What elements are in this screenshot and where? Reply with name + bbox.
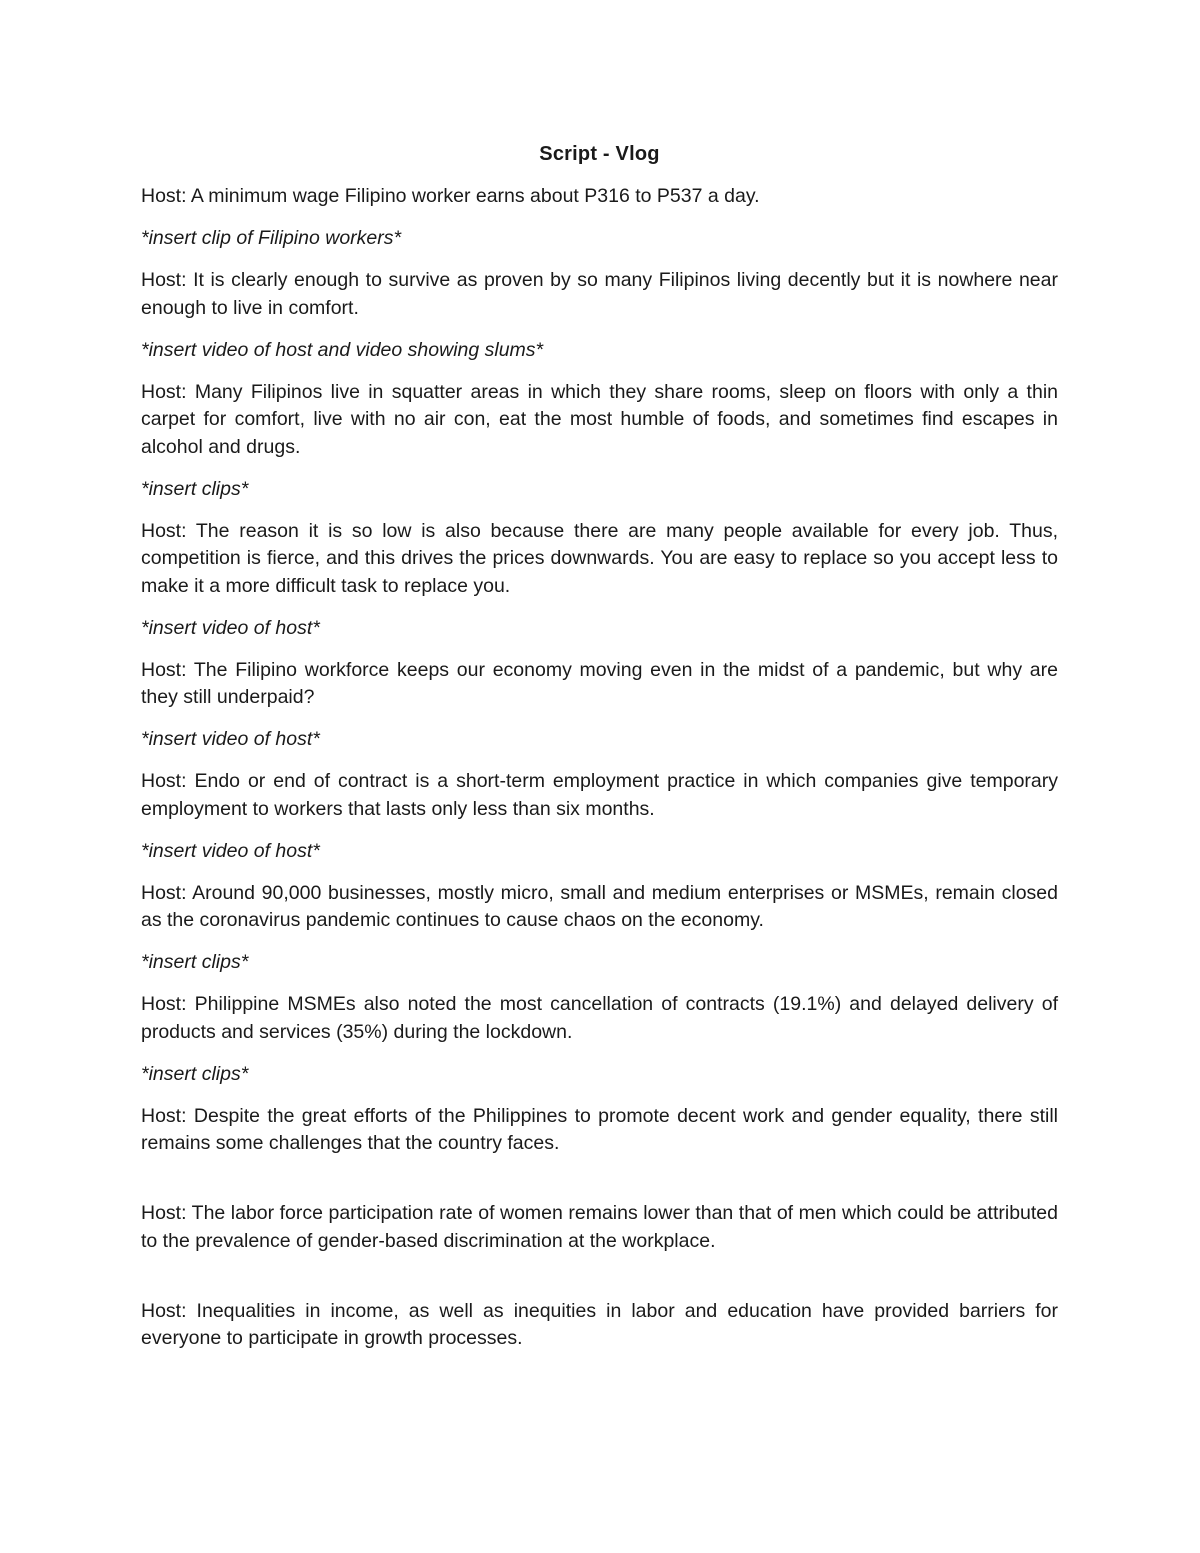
host-line: Host: The Filipino workforce keeps our economy moving even in the midst of a pandemic, but why are they still underpaid? [141,658,1058,708]
blank-line [141,1270,1058,1298]
blank-line [141,1172,1058,1200]
page-title: Script - Vlog [539,143,660,165]
host-line: Host: Endo or end of contract is a short-term employment practice in which companies give temporary employment to workers that lasts only less than six months. [141,770,1058,820]
editing-cue: *insert clips* [141,477,249,500]
editing-cue: *insert clip of Filipino workers* [141,227,402,249]
host-line: Host: A minimum wage Filipino worker earns about P316 to P537 a day. [141,185,760,207]
host-line: Host: The labor force participation rate of women remains lower than that of men which could be attributed to the prevalence of gender-based discrimination at the workplace. [141,1202,1058,1252]
host-line: Host: Around 90,000 businesses, mostly micro, small and medium enterprises or MSMEs, remain closed as the coronavirus pandemic continues to cause chaos on the economy. [141,881,1058,931]
editing-cue: *insert clips* [141,951,249,973]
host-line: Host: Despite the great efforts of the Philippines to promote decent work and gender equality, there still remains some challenges that the country faces. [141,1104,1058,1154]
editing-cue: *insert video of host* [141,728,320,750]
host-line: Host: Philippine MSMEs also noted the most cancellation of contracts (19.1%) and delayed delivery of products and services (35%) during the lockdown. [141,993,1058,1043]
editing-cue: *insert clips* [141,1062,249,1085]
host-line: Host: Inequalities in income, as well as inequities in labor and education have provided barriers for everyone to participate in growth processes. [141,1299,1058,1349]
editing-cue: *insert video of host* [141,839,320,862]
host-line: Host: The reason it is so low is also because there are many people available for every job. Thus, competition is fierce, and this drives the prices downwards. You are easy to replace so you accept less to make it a more difficult task to replace you. [141,519,1058,597]
host-line: Host: Many Filipinos live in squatter areas in which they share rooms, sleep on floors with only a thin carpet for comfort, live with no air con, eat the most humble of foods, and sometimes find escapes in alcohol and drugs. [141,380,1058,458]
editing-cue: *insert video of host* [141,616,320,639]
document-body [141,139,1058,1367]
host-line: Host: It is clearly enough to survive as proven by so many Filipinos living decently but it is nowhere near enough to live in comfort. [141,269,1058,319]
editing-cue: *insert video of host and video showing slums* [141,338,544,361]
